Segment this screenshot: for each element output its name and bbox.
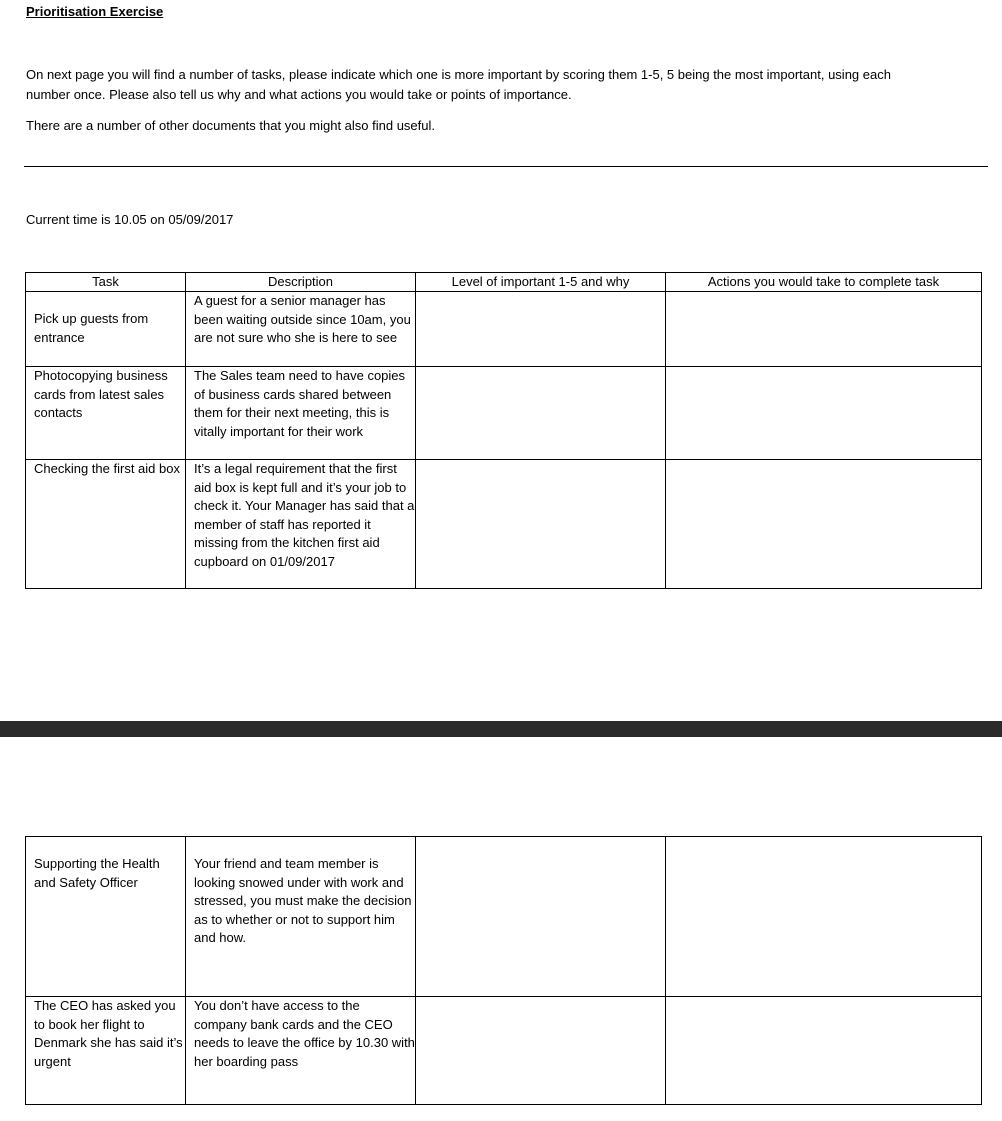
description-cell: The Sales team need to have copies of business cards shared between them for their next meeting, this is vitally important for their work: [186, 367, 416, 460]
task-cell: Supporting the Health and Safety Officer: [26, 837, 186, 997]
level-cell[interactable]: [416, 837, 666, 997]
task-cell: Checking the first aid box: [26, 460, 186, 589]
level-cell[interactable]: [416, 997, 666, 1105]
task-cell: Photocopying business cards from latest sales contacts: [26, 367, 186, 460]
task-table-page-1: [25, 272, 982, 589]
actions-cell[interactable]: [666, 997, 982, 1105]
column-header-level: Level of important 1-5 and why: [416, 273, 666, 292]
description-cell: It’s a legal requirement that the first aid box is kept full and it’s your job to check it. Your Manager has said that a member of staff has reported it missing from the kitchen first aid cupboard on 01/09/2017: [186, 460, 416, 589]
description-cell: A guest for a senior manager has been waiting outside since 10am, you are not sure who she is here to see: [186, 292, 416, 367]
table-row: [26, 837, 982, 997]
table-row: [26, 292, 982, 367]
task-cell: The CEO has asked you to book her flight to Denmark she has said it’s urgent: [26, 997, 186, 1105]
column-header-task: Task: [26, 273, 186, 292]
task-table-page-2: [25, 836, 982, 1105]
current-time: Current time is 10.05 on 05/09/2017: [26, 212, 234, 227]
page-break: [0, 721, 1002, 737]
table-header-row: [26, 273, 982, 292]
instructions-line-1: On next page you will find a number of tasks, please indicate which one is more important by scoring them 1-5, 5 being the most important, using each: [26, 67, 891, 82]
description-cell: You don’t have access to the company bank cards and the CEO needs to leave the office by 10.30 with her boarding pass: [186, 997, 416, 1105]
documents-note: There are a number of other documents that you might also find useful.: [26, 118, 436, 133]
document-title: Prioritisation Exercise: [26, 4, 164, 19]
column-header-actions: Actions you would take to complete task: [666, 273, 982, 292]
table-row: [26, 997, 982, 1105]
task-cell: Pick up guests from entrance: [26, 292, 186, 367]
actions-cell[interactable]: [666, 837, 982, 997]
actions-cell[interactable]: [666, 460, 982, 589]
table-row: [26, 367, 982, 460]
level-cell[interactable]: [416, 460, 666, 589]
section-divider: [24, 166, 988, 167]
table-row: [26, 460, 982, 589]
level-cell[interactable]: [416, 292, 666, 367]
instructions-line-2: number once. Please also tell us why and what actions you would take or points of importance.: [26, 87, 572, 102]
actions-cell[interactable]: [666, 367, 982, 460]
column-header-description: Description: [186, 273, 416, 292]
description-cell: Your friend and team member is looking snowed under with work and stressed, you must make the decision as to whether or not to support him and how.: [186, 837, 416, 997]
level-cell[interactable]: [416, 367, 666, 460]
actions-cell[interactable]: [666, 292, 982, 367]
